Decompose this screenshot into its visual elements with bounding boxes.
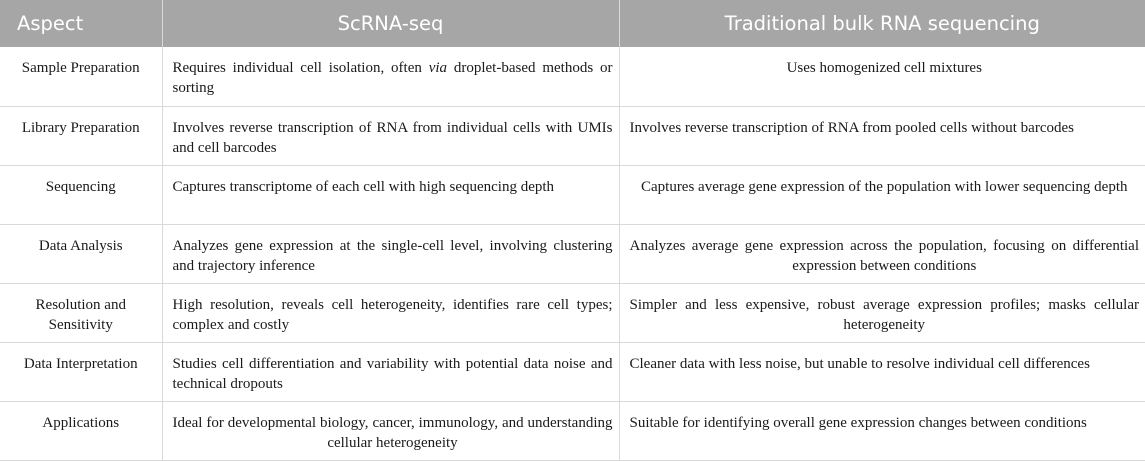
table-row xyxy=(0,401,1145,460)
scrna-cell: Involves reverse transcription of RNA from individual cells with UMIs and cell barcodes xyxy=(162,106,619,165)
bulk-cell: Uses homogenized cell mixtures xyxy=(619,47,1145,106)
scrna-cell: High resolution, reveals cell heterogeneity, identifies rare cell types; complex and costly xyxy=(162,283,619,342)
table-row xyxy=(0,283,1145,342)
aspect-cell: Data Analysis xyxy=(0,224,162,283)
scrna-cell: Ideal for developmental biology, cancer, immunology, and understanding cellular heterogeneity xyxy=(162,401,619,460)
table-body xyxy=(0,47,1145,460)
aspect-cell: Data Interpretation xyxy=(0,342,162,401)
scrna-cell: Studies cell differentiation and variability with potential data noise and technical dropouts xyxy=(162,342,619,401)
scrna-text-end: droplet-based methods or sorting xyxy=(172,60,613,96)
table-row xyxy=(0,165,1145,224)
header-scrna-seq: ScRNA-seq xyxy=(162,0,619,47)
bulk-cell: Suitable for identifying overall gene expression changes between conditions xyxy=(619,401,1145,460)
aspect-cell: Sequencing xyxy=(0,165,162,224)
bulk-cell: Simpler and less expensive, robust average expression profiles; masks cellular heterogeneity xyxy=(619,283,1145,342)
table-row xyxy=(0,224,1145,283)
table-row xyxy=(0,47,1145,106)
scrna-text-start: Requires individual cell isolation, often xyxy=(172,60,429,76)
bulk-cell: Captures average gene expression of the population with lower sequencing depth xyxy=(619,165,1145,224)
bulk-cell: Cleaner data with less noise, but unable to resolve individual cell differences xyxy=(619,342,1145,401)
scrna-cell: Analyzes gene expression at the single-cell level, involving clustering and trajectory inference xyxy=(162,224,619,283)
header-bulk-rna-seq: Traditional bulk RNA sequencing xyxy=(619,0,1145,47)
scrna-cell xyxy=(162,47,619,106)
aspect-cell: Sample Preparation xyxy=(0,47,162,106)
scrna-cell: Captures transcriptome of each cell with high sequencing depth xyxy=(162,165,619,224)
table-row xyxy=(0,106,1145,165)
scrna-text-emphasis: via xyxy=(428,60,448,76)
table-header xyxy=(0,0,1145,47)
table-row xyxy=(0,342,1145,401)
aspect-cell: Library Preparation xyxy=(0,106,162,165)
bulk-cell: Involves reverse transcription of RNA from pooled cells without barcodes xyxy=(619,106,1145,165)
aspect-cell: Resolution and Sensitivity xyxy=(0,283,162,342)
bulk-cell: Analyzes average gene expression across the population, focusing on differential expression between conditions xyxy=(619,224,1145,283)
header-aspect: Aspect xyxy=(0,0,162,47)
header-row xyxy=(0,0,1145,47)
aspect-cell: Applications xyxy=(0,401,162,460)
